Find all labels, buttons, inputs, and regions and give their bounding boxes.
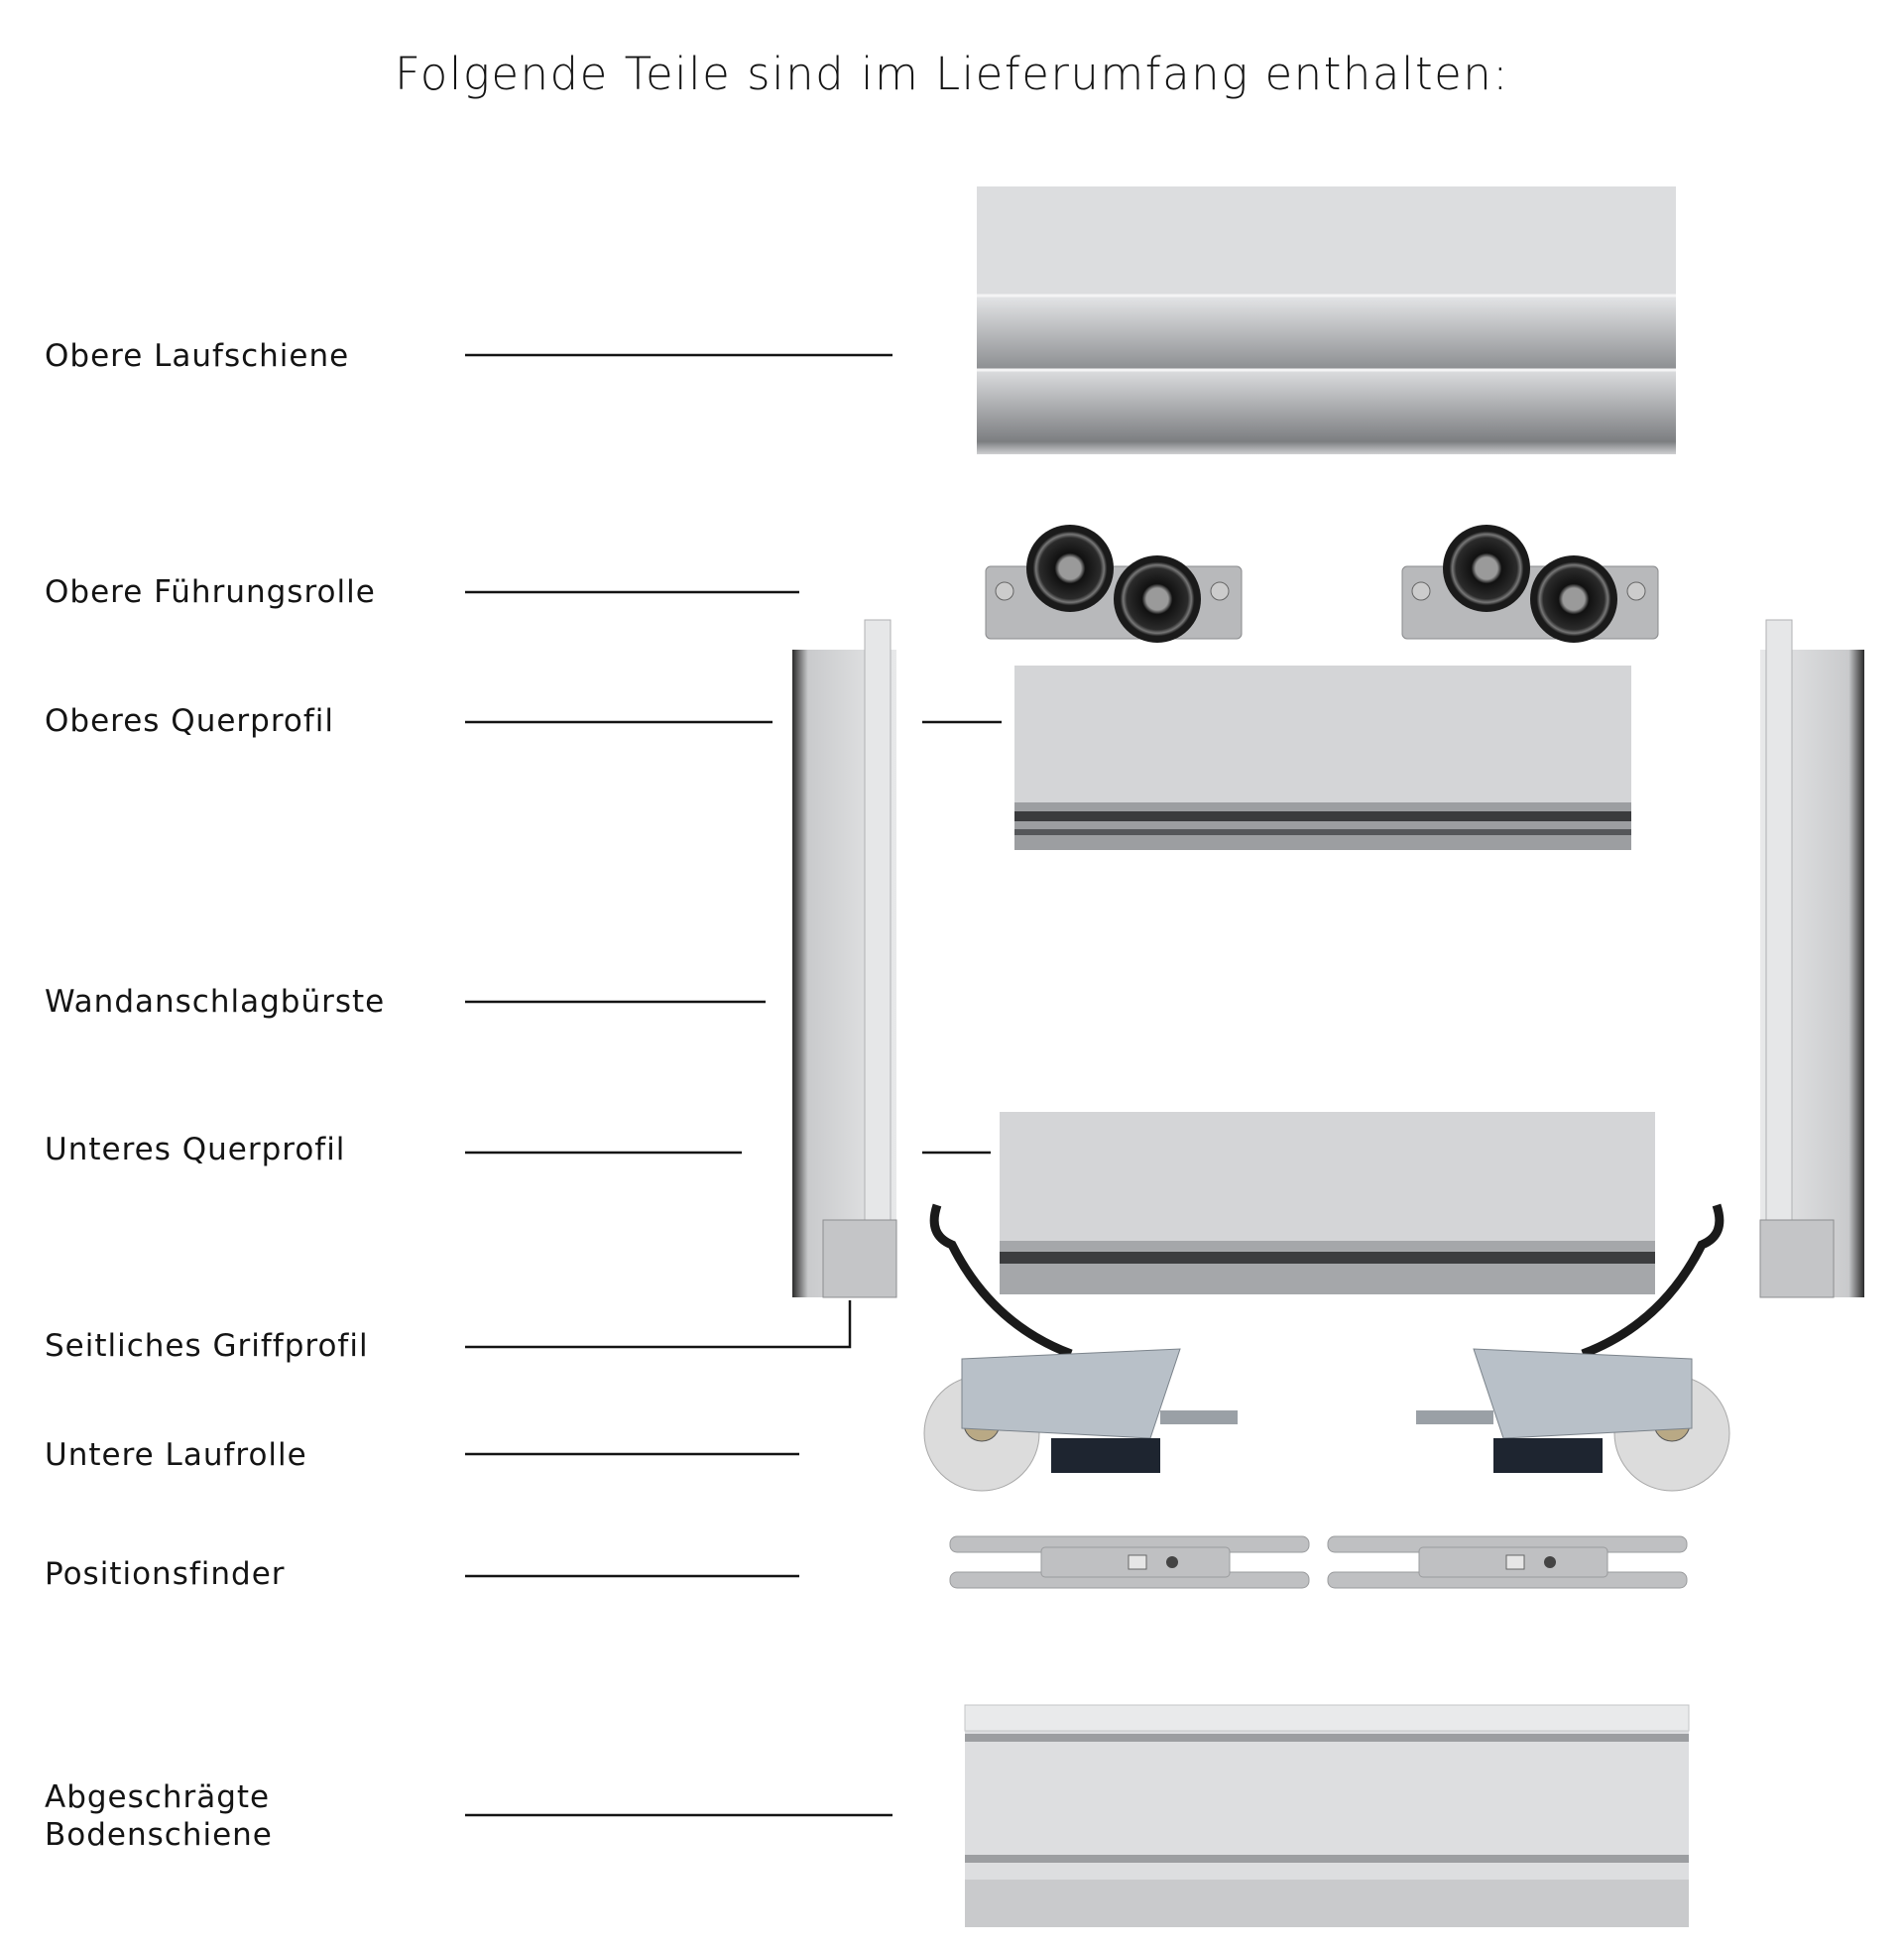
label-wandanschlagbuerste: Wandanschlagbürste: [45, 984, 386, 1020]
label-obere-fuehrungsrolle: Obere Führungsrolle: [45, 574, 376, 610]
upper-cross-profile-image: [1014, 666, 1631, 850]
guide-roller-image: [1402, 525, 1658, 643]
label-obere-laufschiene: Obere Laufschiene: [45, 338, 350, 374]
bottom-rail-image: [965, 1705, 1689, 1927]
guide-roller-image: [986, 525, 1242, 643]
top-rail-image: [977, 186, 1676, 454]
label-line-2: Bodenschiene: [45, 1817, 273, 1853]
position-finder-image: [950, 1536, 1309, 1588]
label-line-1: Abgeschrägte: [45, 1779, 271, 1815]
label-untere-laufrolle: Untere Laufrolle: [45, 1437, 307, 1473]
label-unteres-querprofil: Unteres Querprofil: [45, 1132, 346, 1167]
side-profile-image: [1760, 620, 1864, 1297]
label-positionsfinder: Positionsfinder: [45, 1556, 286, 1592]
position-finder-image: [1328, 1536, 1687, 1588]
page-title: Folgende Teile sind im Lieferumfang enthalten:: [395, 48, 1509, 100]
label-seitliches-griffprofil: Seitliches Griffprofil: [45, 1328, 369, 1364]
leader-line: [465, 1300, 850, 1347]
leader-lines: [465, 355, 1002, 1815]
label-oberes-querprofil: Oberes Querprofil: [45, 703, 335, 739]
side-profile-image: [792, 620, 896, 1297]
lower-cross-profile-image: [1000, 1112, 1655, 1294]
